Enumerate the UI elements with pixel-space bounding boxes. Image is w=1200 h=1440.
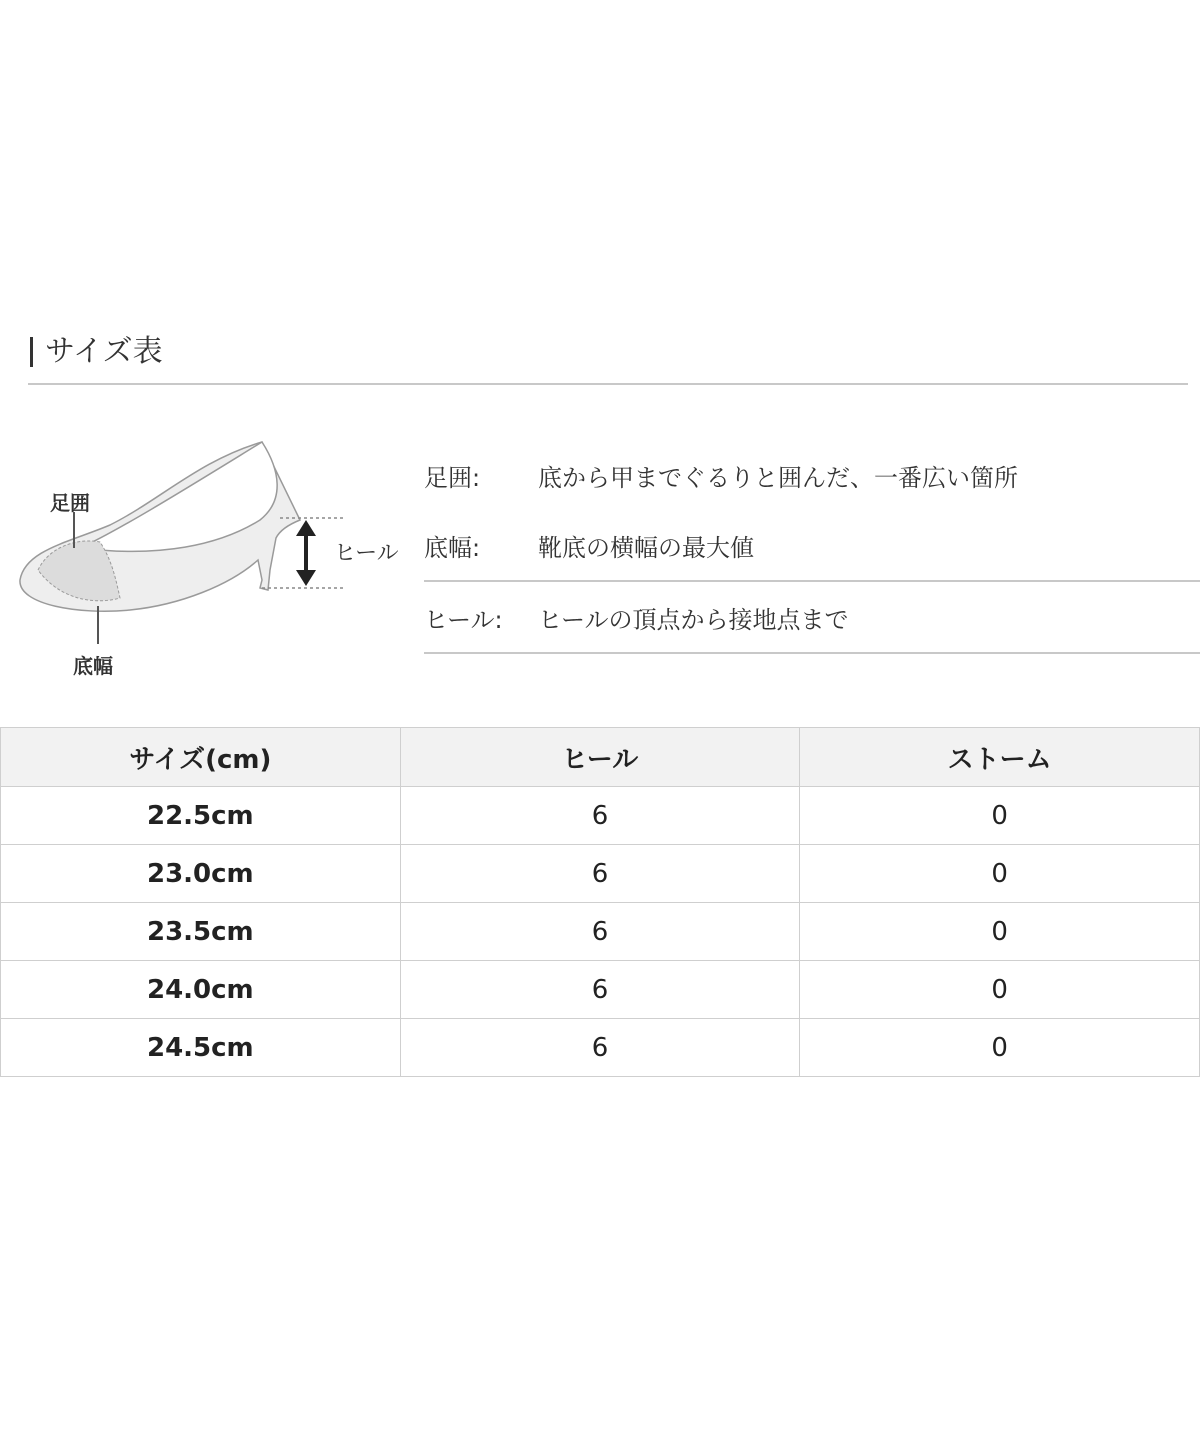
section-title: [30, 334, 163, 370]
definition-term: 足囲:: [424, 463, 481, 492]
sole-width-label: 底幅: [73, 654, 113, 678]
heel-cell: 6: [400, 903, 800, 961]
heel-cell: 6: [400, 787, 800, 845]
table-row: [1, 845, 1200, 903]
definition-term: 底幅:: [424, 533, 481, 562]
table-row: [1, 903, 1200, 961]
size-table: [0, 727, 1200, 1077]
definition-desc: ヒールの頂点から接地点まで: [538, 605, 849, 634]
size-cell: 23.0cm: [1, 845, 401, 903]
title-divider: [28, 383, 1188, 385]
header-size: サイズ(cm): [1, 728, 401, 787]
definition-desc: 底から甲までぐるりと囲んだ、一番広い箇所: [538, 463, 1018, 492]
table-header-row: [1, 728, 1200, 787]
title-accent-bar: [30, 337, 33, 367]
table-row: [1, 1019, 1200, 1077]
definition-heel: [424, 582, 1200, 654]
size-cell: 24.0cm: [1, 961, 401, 1019]
storm-cell: 0: [800, 903, 1200, 961]
size-cell: 23.5cm: [1, 903, 401, 961]
storm-cell: 0: [800, 1019, 1200, 1077]
section-title-text: サイズ表: [45, 334, 163, 369]
size-cell: 24.5cm: [1, 1019, 401, 1077]
header-storm: ストーム: [800, 728, 1200, 787]
definition-sole-width: [424, 510, 1200, 582]
table-row: [1, 787, 1200, 845]
heel-label: ヒール: [334, 541, 399, 566]
definition-foot-girth: [424, 440, 1200, 510]
definition-list: [424, 440, 1200, 654]
foot-girth-label: 足囲: [50, 491, 90, 515]
definition-desc: 靴底の横幅の最大値: [538, 533, 754, 562]
header-heel: ヒール: [400, 728, 800, 787]
heel-cell: 6: [400, 961, 800, 1019]
table-row: [1, 961, 1200, 1019]
heel-cell: 6: [400, 1019, 800, 1077]
definition-term: ヒール:: [424, 605, 503, 634]
storm-cell: 0: [800, 961, 1200, 1019]
heel-cell: 6: [400, 845, 800, 903]
storm-cell: 0: [800, 787, 1200, 845]
size-cell: 22.5cm: [1, 787, 401, 845]
shoe-diagram: [0, 420, 420, 690]
storm-cell: 0: [800, 845, 1200, 903]
